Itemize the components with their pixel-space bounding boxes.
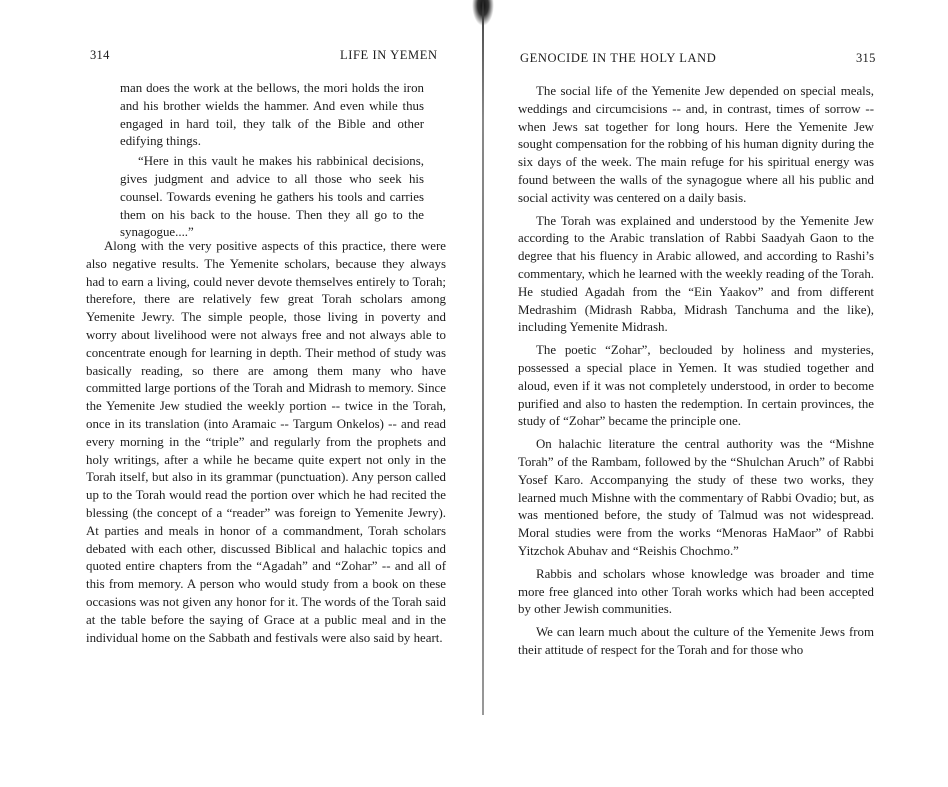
left-body <box>86 238 446 647</box>
book-spine <box>482 0 484 715</box>
page-number-right: 315 <box>856 51 876 65</box>
right-paragraph-3: The poetic “Zohar”, beclouded by holiness and mysteries, possessed a special place in Yemen. It was studied together and aloud, even if it was not completely understood, in order to become purified and also to hasten the redemption. In certain provinces, the study of “Zohar” became the principle one. <box>518 343 874 429</box>
running-head-left: LIFE IN YEMEN <box>340 48 438 62</box>
right-paragraph-1: The social life of the Yemenite Jew depended on special meals, weddings and circumcisions -- and, in contrast, times of sorrow -- when Jews sat together for long hours. Here the Yemenite Jew sought compensation for the robbing of his human dignity during the six days of the week. The main refuge for his spiritual energy was found between the walls of the synagogue where all his public and social activity was centered on a daily basis. <box>518 84 874 205</box>
right-paragraph-5: Rabbis and scholars whose knowledge was broader and time more free glanced into other Torah works which had been accepted by other Jewish communities. <box>518 566 874 617</box>
quote-paragraph-2: “Here in this vault he makes his rabbinical decisions, gives judgment and advice to all those who seek his counsel. Towards evening he gathers his tools and carries them on his back to the house. Then they all go to the synagogue....” <box>120 154 424 240</box>
left-paragraph-1: Along with the very positive aspects of this practice, there were also negative results. The Yemenite scholars, because they always had to earn a living, could never devote themselves entirely to Torah; therefore, there are relatively few great Torah scholars among Yemenite Jewry. The simple people, those living in poverty and worry about livelihood were not always free and not always able to concentrate enough for learning in depth. Their method of study was basically reading, so there are among them many who have committed large portions of the Torah and Midrash to memory. Since the Yemenite Jew studied the weekly portion -- twice in the Torah, once in its translation (into Aramaic -- Targum Onkelos) -- and read every morning in the “triple” and regularly from the prophets and holy writings, after a while he became quite expert not only in the Torah itself, but also in its grammar (punctuation). Any person called up to the Torah would read the portion over which he had recited the blessing (the concept of a “reader” was foreign to Yemenite Jewry). At parties and meals in honor of a commandment, Torah scholars debated with each other, discussed Biblical and halachic topics and quoted entire chapters from the “Agadah” and “Zohar” -- and all of this from memory. A person who would study from a book on these occasions was not given any honor for it. The words of the Torah said at the table before the saying of Grace at a public meal and in the individual home on the Sabbath and festivals were also said by heart. <box>86 239 446 645</box>
right-body <box>518 83 874 660</box>
right-paragraph-4: On halachic literature the central authority was the “Mishne Torah” of the Rambam, followed by the “Shulchan Aruch” of Rabbi Yosef Karo. Accompanying the study of these two works, they learned much Mishne with the commentary of Rabbi Ovadio; but, as was mentioned before, the study of Talmud was not widespread. Moral studies were from the works “Menoras HaMaor” of Rabbi Yitzchok Abuhav and “Reishis Chochmo.” <box>518 437 874 558</box>
right-paragraph-2: The Torah was explained and understood by the Yemenite Jew according to the Arabic translation of Rabbi Saadyah Gaon to the degree that his fluency in Arabic allowed, and according to Rashi’s commentary, which he learned with the weekly reading of the Torah. He studied Agadah from the “Ein Yaakov” and from different Medrashim (Midrash Rabba, Midrash Tanchuma and the like), including Yemenite Midrash. <box>518 213 874 335</box>
block-quote <box>120 80 424 242</box>
running-head-right: GENOCIDE IN THE HOLY LAND <box>520 51 717 65</box>
quote-paragraph-1: man does the work at the bellows, the mori holds the iron and his brother wields the hammer. And even while thus engaged in hard toil, they talk of the Bible and other edifying things. <box>120 81 424 149</box>
page-number-left: 314 <box>90 48 110 62</box>
right-paragraph-6: We can learn much about the culture of the Yemenite Jews from their attitude of respect for the Torah and for those who <box>518 625 874 657</box>
right-page <box>486 0 948 787</box>
